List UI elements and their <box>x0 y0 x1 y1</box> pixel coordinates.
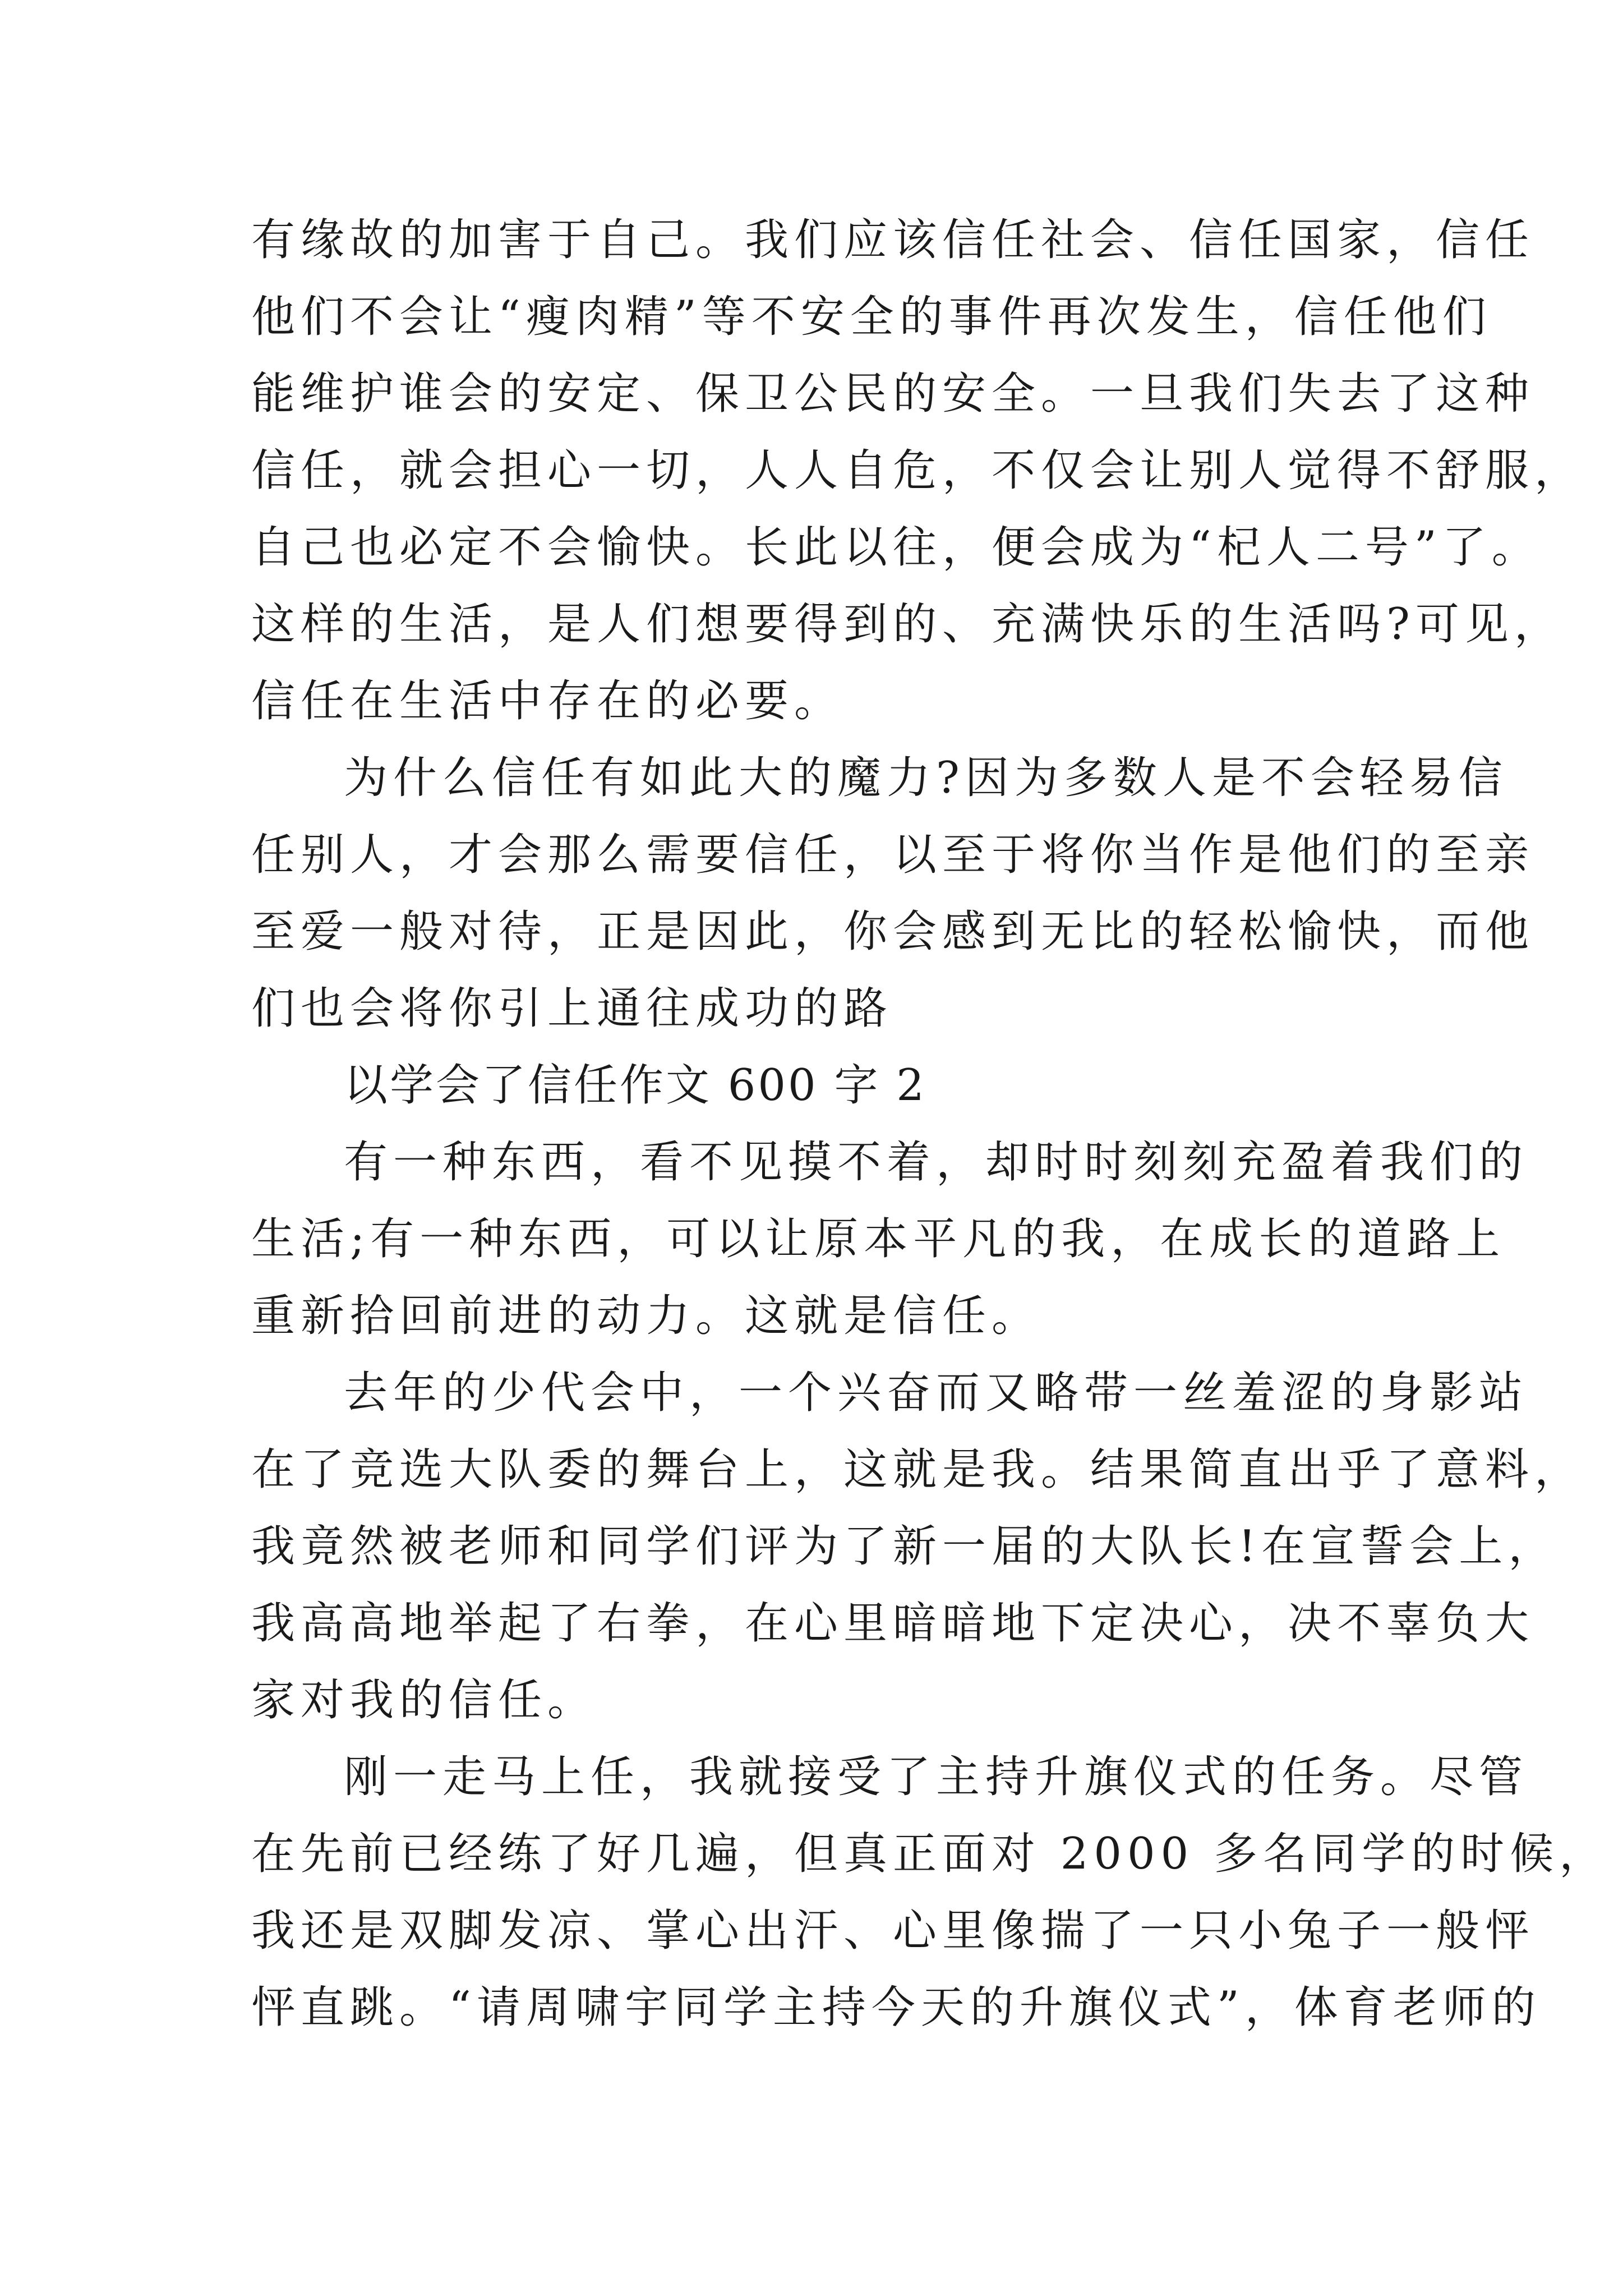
text-line: 能维护谁会的安定、保卫公民的安全。一旦我们失去了这种 <box>251 369 1535 419</box>
text-line: 怦直跳。“请周啸宇同学主持今天的升旗仪式”，体育老师的 <box>251 1982 1541 2033</box>
text-line: 在了竞选大队委的舞台上，这就是我。结果简直出乎了意料， <box>251 1444 1584 1495</box>
text-line: 信任在生活中存在的必要。 <box>251 676 844 726</box>
section-heading: 以学会了信任作文 600 字 2 <box>344 1060 926 1111</box>
text-line: 重新拾回前进的动力。这就是信任。 <box>251 1291 1041 1341</box>
text-line: 有缘故的加害于自己。我们应该信任社会、信任国家，信任 <box>251 215 1535 265</box>
text-line: 信任，就会担心一切，人人自危，不仅会让别人觉得不舒服， <box>251 445 1584 496</box>
text-line: 我高高地举起了右拳，在心里暗暗地下定决心，决不辜负大 <box>251 1598 1535 1649</box>
text-line: 在先前已经练了好几遍，但真正面对 2000 多名同学的时候， <box>251 1829 1609 1879</box>
text-line: 任别人，才会那么需要信任，以至于将你当作是他们的至亲 <box>251 830 1535 880</box>
text-line: 他们不会让“瘦肉精”等不安全的事件再次发生，信任他们 <box>251 292 1492 342</box>
text-line: 我竟然被老师和同学们评为了新一届的大队长!在宣誓会上， <box>251 1521 1558 1572</box>
text-line: 这样的生活，是人们想要得到的、充满快乐的生活吗?可见， <box>251 599 1564 650</box>
text-line: 家对我的信任。 <box>251 1675 597 1726</box>
text-line: 自己也必定不会愉快。长此以往，便会成为“杞人二号”了。 <box>251 522 1541 573</box>
text-line: 至爱一般对待，正是因此，你会感到无比的轻松愉快，而他 <box>251 907 1535 957</box>
text-line: 们也会将你引上通往成功的路 <box>251 983 893 1034</box>
paragraph-first-line: 为什么信任有如此大的魔力?因为多数人是不会轻易信 <box>344 753 1508 803</box>
paragraph-first-line: 刚一走马上任，我就接受了主持升旗仪式的任务。尽管 <box>344 1752 1529 1802</box>
essay-body <box>251 202 1609 2046</box>
paragraph-first-line: 有一种东西，看不见摸不着，却时时刻刻充盈着我们的 <box>344 1137 1529 1188</box>
paragraph-first-line: 去年的少代会中，一个兴奋而又略带一丝羞涩的身影站 <box>344 1368 1529 1418</box>
text-line: 我还是双脚发凉、掌心出汗、心里像揣了一只小兔子一般怦 <box>251 1906 1535 1956</box>
text-line: 生活;有一种东西，可以让原本平凡的我，在成长的道路上 <box>251 1214 1506 1264</box>
